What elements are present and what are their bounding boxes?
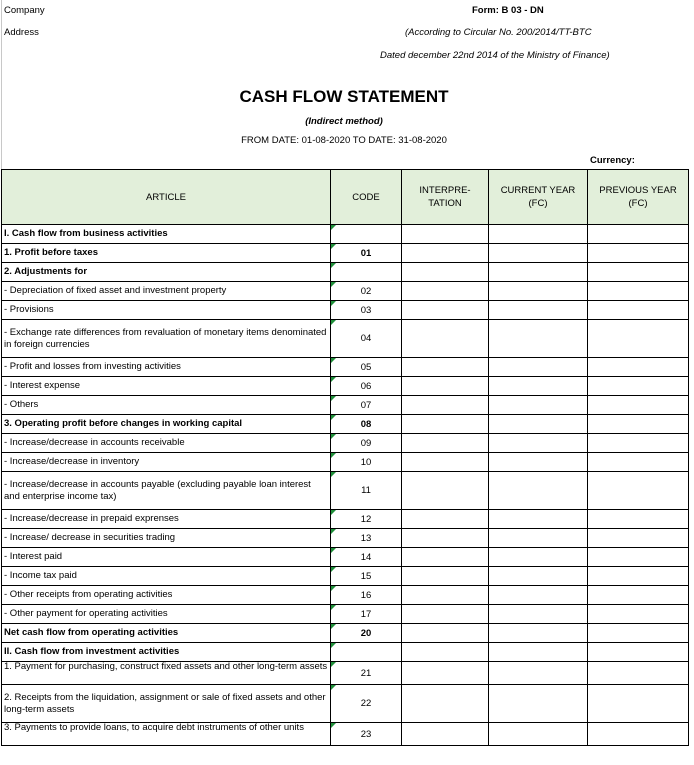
- row-current-year-cell[interactable]: [489, 643, 588, 662]
- table-row: [2, 548, 689, 567]
- table-row: [2, 282, 689, 301]
- row-code: 12: [331, 510, 402, 529]
- row-article: 1. Payment for purchasing, construct fixed assets and other long-term assets: [2, 662, 331, 685]
- row-article: - Interest expense: [2, 377, 331, 396]
- row-code: 22: [331, 685, 402, 723]
- table-row: [2, 434, 689, 453]
- row-code: 20: [331, 624, 402, 643]
- row-article: - Increase/ decrease in securities trading: [2, 529, 331, 548]
- row-current-year-cell[interactable]: [489, 282, 588, 301]
- row-current-year-cell[interactable]: [489, 586, 588, 605]
- row-article: 1. Profit before taxes: [2, 244, 331, 263]
- row-interpretation-cell[interactable]: [402, 567, 489, 586]
- row-current-year-cell[interactable]: [489, 358, 588, 377]
- row-previous-year-cell[interactable]: [588, 358, 689, 377]
- row-previous-year-cell[interactable]: [588, 586, 689, 605]
- table-row: [2, 685, 689, 723]
- row-previous-year-cell[interactable]: [588, 225, 689, 244]
- row-previous-year-cell[interactable]: [588, 244, 689, 263]
- row-current-year-cell[interactable]: [489, 685, 588, 723]
- row-current-year-cell[interactable]: [489, 415, 588, 434]
- row-previous-year-cell[interactable]: [588, 685, 689, 723]
- row-code: 09: [331, 434, 402, 453]
- row-current-year-cell[interactable]: [489, 244, 588, 263]
- table-row: [2, 624, 689, 643]
- row-current-year-cell[interactable]: [489, 434, 588, 453]
- row-code: [331, 263, 402, 282]
- column-header-previous-year: PREVIOUS YEAR (FC): [588, 170, 689, 225]
- row-article: - Increase/decrease in accounts payable (excluding payable loan interest and enterprise income tax): [2, 472, 331, 510]
- row-code: 11: [331, 472, 402, 510]
- row-interpretation-cell[interactable]: [402, 643, 489, 662]
- row-current-year-cell[interactable]: [489, 377, 588, 396]
- table-row: [2, 415, 689, 434]
- row-previous-year-cell[interactable]: [588, 510, 689, 529]
- row-code: 13: [331, 529, 402, 548]
- row-code: 06: [331, 377, 402, 396]
- row-code: 07: [331, 396, 402, 415]
- company-label: Company: [4, 5, 45, 16]
- row-current-year-cell[interactable]: [489, 510, 588, 529]
- row-current-year-cell[interactable]: [489, 453, 588, 472]
- row-previous-year-cell[interactable]: [588, 301, 689, 320]
- row-previous-year-cell[interactable]: [588, 605, 689, 624]
- row-interpretation-cell[interactable]: [402, 662, 489, 685]
- row-article: 3. Operating profit before changes in working capital: [2, 415, 331, 434]
- row-previous-year-cell[interactable]: [588, 624, 689, 643]
- table-row: [2, 301, 689, 320]
- table-row: [2, 377, 689, 396]
- row-current-year-cell[interactable]: [489, 662, 588, 685]
- row-previous-year-cell[interactable]: [588, 377, 689, 396]
- table-row: [2, 723, 689, 746]
- row-interpretation-cell[interactable]: [402, 586, 489, 605]
- table-row: [2, 472, 689, 510]
- row-interpretation-cell[interactable]: [402, 723, 489, 746]
- row-code: 17: [331, 605, 402, 624]
- row-current-year-cell[interactable]: [489, 548, 588, 567]
- row-interpretation-cell[interactable]: [402, 377, 489, 396]
- row-interpretation-cell[interactable]: [402, 225, 489, 244]
- page-title: CASH FLOW STATEMENT: [239, 87, 449, 106]
- circular-reference: (According to Circular No. 200/2014/TT-BTC: [405, 27, 592, 38]
- row-interpretation-cell[interactable]: [402, 263, 489, 282]
- method-subtitle: (Indirect method): [305, 116, 383, 127]
- row-article: II. Cash flow from investment activities: [2, 643, 331, 662]
- table-row: [2, 586, 689, 605]
- row-article: - Other receipts from operating activities: [2, 586, 331, 605]
- row-article: - Profit and losses from investing activities: [2, 358, 331, 377]
- row-code: 16: [331, 586, 402, 605]
- column-header-code: CODE: [331, 170, 402, 225]
- table-row: [2, 358, 689, 377]
- table-row: [2, 529, 689, 548]
- row-previous-year-cell[interactable]: [588, 472, 689, 510]
- row-code: [331, 225, 402, 244]
- table-row: [2, 244, 689, 263]
- row-article: 3. Payments to provide loans, to acquire debt instruments of other units: [2, 723, 331, 746]
- row-code: 02: [331, 282, 402, 301]
- left-border: [1, 0, 2, 170]
- row-interpretation-cell[interactable]: [402, 301, 489, 320]
- row-article: - Increase/decrease in accounts receivable: [2, 434, 331, 453]
- row-article: - Increase/decrease in inventory: [2, 453, 331, 472]
- row-article: - Others: [2, 396, 331, 415]
- row-code: 10: [331, 453, 402, 472]
- row-current-year-cell[interactable]: [489, 396, 588, 415]
- row-code: 14: [331, 548, 402, 567]
- row-code: 21: [331, 662, 402, 685]
- row-interpretation-cell[interactable]: [402, 624, 489, 643]
- row-interpretation-cell[interactable]: [402, 472, 489, 510]
- row-previous-year-cell[interactable]: [588, 567, 689, 586]
- row-current-year-cell[interactable]: [489, 320, 588, 358]
- address-label: Address: [4, 27, 39, 38]
- column-header-current-year: CURRENT YEAR (FC): [489, 170, 588, 225]
- row-interpretation-cell[interactable]: [402, 358, 489, 377]
- currency-label: Currency:: [590, 155, 635, 166]
- table-row: [2, 453, 689, 472]
- table-row: [2, 662, 689, 685]
- row-previous-year-cell[interactable]: [588, 434, 689, 453]
- row-article: - Provisions: [2, 301, 331, 320]
- row-previous-year-cell[interactable]: [588, 320, 689, 358]
- row-article: 2. Receipts from the liquidation, assignment or sale of fixed assets and other long-term assets: [2, 685, 331, 723]
- table-row: [2, 263, 689, 282]
- row-current-year-cell[interactable]: [489, 263, 588, 282]
- table-header-row: [2, 170, 689, 225]
- table-body: [2, 225, 689, 746]
- row-code: 01: [331, 244, 402, 263]
- row-code: 08: [331, 415, 402, 434]
- row-current-year-cell[interactable]: [489, 225, 588, 244]
- row-article: - Other payment for operating activities: [2, 605, 331, 624]
- row-interpretation-cell[interactable]: [402, 415, 489, 434]
- row-code: 23: [331, 723, 402, 746]
- row-code: 03: [331, 301, 402, 320]
- table-row: [2, 320, 689, 358]
- row-code: 05: [331, 358, 402, 377]
- row-current-year-cell[interactable]: [489, 723, 588, 746]
- row-interpretation-cell[interactable]: [402, 605, 489, 624]
- form-number: Form: B 03 - DN: [472, 5, 544, 16]
- row-previous-year-cell[interactable]: [588, 723, 689, 746]
- row-previous-year-cell[interactable]: [588, 548, 689, 567]
- column-header-article: ARTICLE: [2, 170, 331, 225]
- table-row: [2, 225, 689, 244]
- row-article: - Exchange rate differences from revaluation of monetary items denominated in foreign currencies: [2, 320, 331, 358]
- row-current-year-cell[interactable]: [489, 624, 588, 643]
- row-article: Net cash flow from operating activities: [2, 624, 331, 643]
- row-current-year-cell[interactable]: [489, 567, 588, 586]
- table-row: [2, 510, 689, 529]
- row-previous-year-cell[interactable]: [588, 263, 689, 282]
- cash-flow-table: [1, 169, 689, 746]
- row-interpretation-cell[interactable]: [402, 453, 489, 472]
- table-row: [2, 396, 689, 415]
- row-previous-year-cell[interactable]: [588, 529, 689, 548]
- row-code: 04: [331, 320, 402, 358]
- circular-date: Dated december 22nd 2014 of the Ministry of Finance): [380, 50, 610, 61]
- row-interpretation-cell[interactable]: [402, 685, 489, 723]
- row-previous-year-cell[interactable]: [588, 643, 689, 662]
- column-header-interpretation: INTERPRE- TATION: [402, 170, 489, 225]
- row-article: - Increase/decrease in prepaid exprenses: [2, 510, 331, 529]
- row-interpretation-cell[interactable]: [402, 548, 489, 567]
- row-article: - Income tax paid: [2, 567, 331, 586]
- row-interpretation-cell[interactable]: [402, 244, 489, 263]
- row-previous-year-cell[interactable]: [588, 453, 689, 472]
- row-code: 15: [331, 567, 402, 586]
- row-interpretation-cell[interactable]: [402, 510, 489, 529]
- row-code: [331, 643, 402, 662]
- row-previous-year-cell[interactable]: [588, 396, 689, 415]
- row-previous-year-cell[interactable]: [588, 662, 689, 685]
- row-current-year-cell[interactable]: [489, 529, 588, 548]
- row-article: I. Cash flow from business activities: [2, 225, 331, 244]
- row-current-year-cell[interactable]: [489, 301, 588, 320]
- row-previous-year-cell[interactable]: [588, 282, 689, 301]
- row-article: - Depreciation of fixed asset and investment property: [2, 282, 331, 301]
- row-current-year-cell[interactable]: [489, 605, 588, 624]
- row-interpretation-cell[interactable]: [402, 320, 489, 358]
- table-row: [2, 567, 689, 586]
- row-interpretation-cell[interactable]: [402, 529, 489, 548]
- table-row: [2, 605, 689, 624]
- row-interpretation-cell[interactable]: [402, 282, 489, 301]
- row-interpretation-cell[interactable]: [402, 396, 489, 415]
- row-previous-year-cell[interactable]: [588, 415, 689, 434]
- row-interpretation-cell[interactable]: [402, 434, 489, 453]
- period-range: FROM DATE: 01-08-2020 TO DATE: 31-08-2020: [241, 135, 447, 146]
- row-current-year-cell[interactable]: [489, 472, 588, 510]
- row-article: 2. Adjustments for: [2, 263, 331, 282]
- table-row: [2, 643, 689, 662]
- row-article: - Interest paid: [2, 548, 331, 567]
